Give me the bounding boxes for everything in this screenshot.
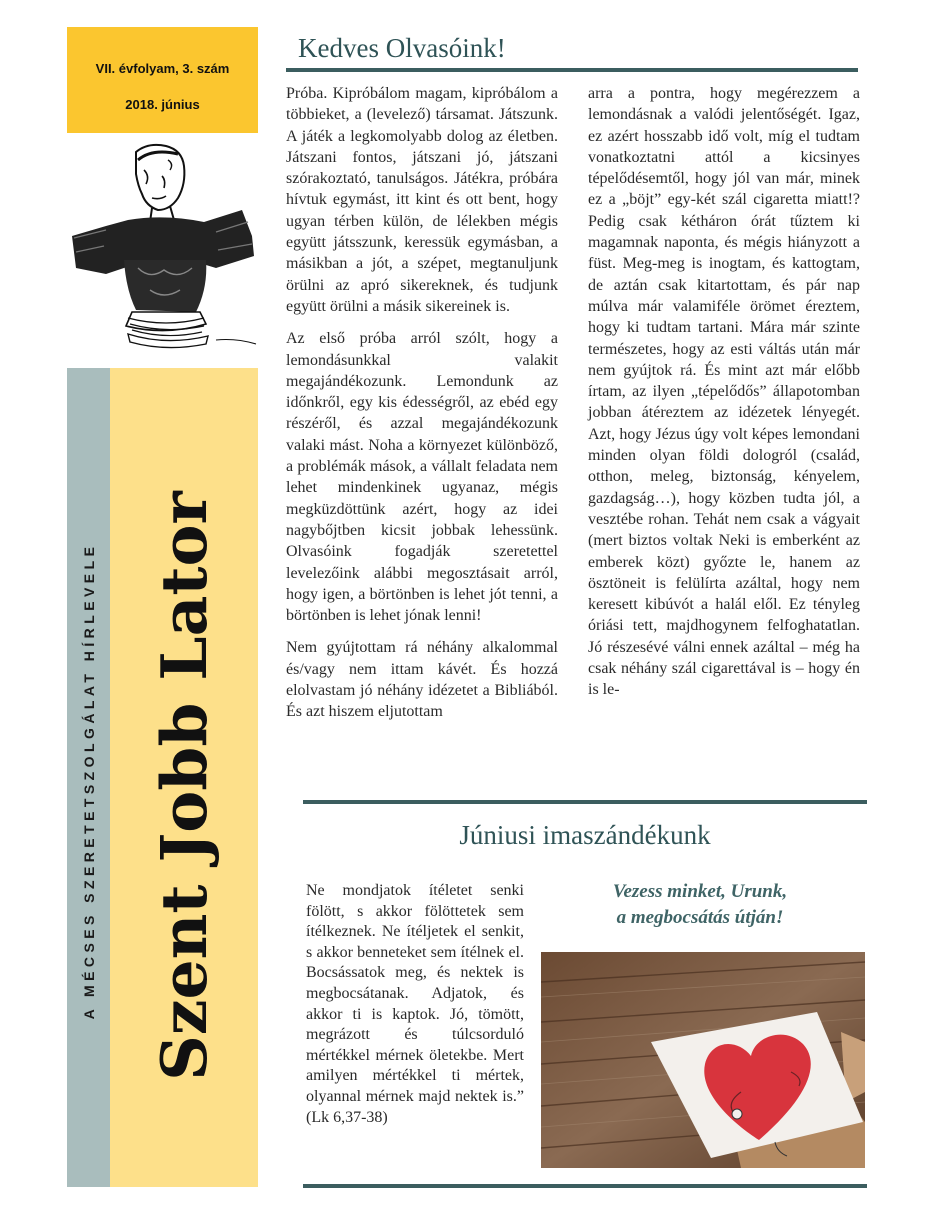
article-paragraph: Az első próba arról szólt, hogy a lemondásunkkal valakit megajándékozunk. Lemondunk az időnkről, egy kis édességről, az ebéd egy részéről, és azzal megajándékozunk valaki mást. Noha a környezet különböző, a problémák mások, a vállalt feladata nem lehet mindenkinek ugyanaz, mégis megküzdöttünk azért, hogy az idei nagybőjtben kicsit jobbak lehessünk. Olvasóink fogadják szeretettel levelezőink alábbi megosztásait arról, hogy igen, a börtönben is lehet jót tenni, a börtönben is lehet jónak lenni! bbox=[286, 330, 558, 625]
article-column-left bbox=[286, 83, 558, 723]
article-paragraph: Próba. Kipróbálom magam, kipróbálom a többieket, a (levelező) társamat. Játszunk. A játék a legkomolyabb dolog az életben. Játszani fontos, játszani jó, játszani szórakoztató, tanulságos. Játékra, próbára hívtuk egymást, itt kint és ott bent, hogy ugyan térben külön, de lélekben mégis együtt játsszunk, keressük egymásban, a másikban a jót, a szépet, megtanuljunk örülni az apró sikereknek, és tudjunk együtt örülni a másik sikereinek is. bbox=[286, 85, 558, 315]
article-column-right bbox=[588, 83, 860, 701]
issue-date: 2018. június bbox=[125, 97, 200, 112]
newsletter-title: Szent Jobb Lator bbox=[147, 491, 221, 1081]
prayer-motto bbox=[556, 879, 844, 931]
issue-volume: VII. évfolyam, 3. szám bbox=[95, 61, 230, 76]
motto-line: a megbocsátás útján! bbox=[616, 907, 784, 928]
article-paragraph: Nem gyújtottam rá néhány alkalommal és/vagy nem ittam kávét. És hozzá elolvastam jó néhány idézetet a Bibliából. És azt hiszem eljutottam bbox=[286, 639, 558, 721]
newsletter-subtitle: A MÉCSES SZERETETSZOLGÁLAT HÍRLEVELE bbox=[81, 542, 97, 1020]
motto-line: Vezess minket, Urunk, bbox=[612, 881, 788, 902]
divider-bottom bbox=[303, 1184, 867, 1188]
article-paragraph: arra a pontra, hogy megérezzem a lemondásnak a valódi jelentőségét. Igaz, ez azért hosszabb idő volt, míg el tudtam vonatkoztatni attól a kicsinyes tépelődésemtől, hogy jól van már, minek ez a „böjt” egy-két szál cigaretta miatt!? Pedig csak kétháron órát tűztem ki magamnak naponta, és mégis hiányzott a füst. Meg-meg is inogtam, és kattogtam, de aztán csak kitartottam, és pár nap múlva már valamiféle örömet éreztem, hogy ki tudtam tartani. Mára már szinte természetes, hogy az esti váltás után már nem gyújtok rá. És mint azt már előbb írtam, az ilyen „tépelődős” állapotomban jobban átéreztem az idézetek lényegét. Azt, hogy Jézus úgy volt képes lemondani minden olyan földi dologról (család, otthon, meleg, biztonság, kényelem, gazdagság…), hogy közben tudta jól, a vesztébe rohan. Tehát nem csak a vágyait (mert biztos voltak Neki is emberként az emberek közt) győzte le, hanem az ösztöneit is felülírta azáltal, hogy nem keresett kibúvót a halál elől. Ez tényleg óriási tett, majdhogynem felfoghatatlan. Jó részesévé válni ennek azáltal – még ha csak néhány szál cigarettával is – hogy én is le- bbox=[588, 85, 860, 699]
article-title: Kedves Olvasóink! bbox=[298, 33, 506, 63]
statue-illustration bbox=[66, 140, 262, 354]
divider-middle bbox=[303, 800, 867, 804]
prayer-scripture-text: Ne mondjatok ítéletet senki fölött, s akkor fölöttetek sem ítélkeznek. Ne ítéljetek el senkit, s akkor benneteket sem ítélnek el. Bocsássatok meg, és nektek is megbocsátanak. Adjatok, és akkor ti is kaptok. Jó, tömött, megrázott és túlcsorduló mértékkel mérnek öletekbe. Mert amilyen mértékkel ti mértek, olyannal mérnek majd nektek is.” (Lk 6,37-38) bbox=[306, 882, 524, 1126]
heart-card-photo bbox=[541, 952, 865, 1168]
divider-top bbox=[286, 68, 858, 72]
issue-info-box bbox=[67, 27, 258, 133]
prayer-title: Júniusi imaszándékunk bbox=[459, 820, 711, 850]
